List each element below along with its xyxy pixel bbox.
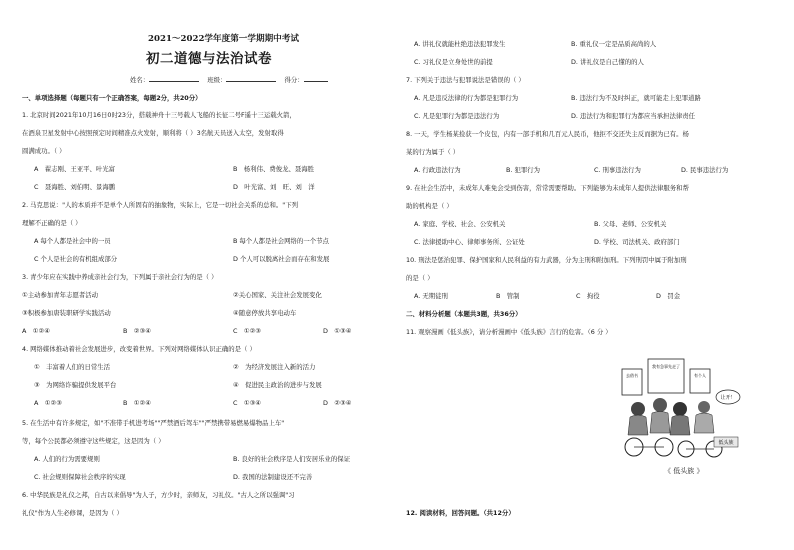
q4-statement-3: ③ 为网络诈骗提供发展平台 (34, 381, 117, 389)
q9-option-b[interactable]: B. 父母、老师、公安机关 (594, 220, 667, 228)
q8-option-b[interactable]: B. 犯罪行为 (506, 166, 541, 174)
q7-option-b[interactable]: B. 违法行为不及时纠正，就可能走上犯罪道路 (571, 94, 701, 102)
q2-line-2: 理解不正确的是（ ） (22, 219, 82, 227)
q6-line-2: 礼仪"作为人生必修课，是因为（ ） (22, 509, 123, 517)
q9-option-a[interactable]: A. 家庭、学校、社会、公安机关 (414, 220, 506, 228)
q7-option-a[interactable]: A. 凡是违反法律的行为都是犯罪行为 (414, 94, 519, 102)
q7-option-c[interactable]: C. 凡是犯罪行为都是违法行为 (414, 112, 500, 120)
class-label: 班级： (207, 76, 227, 84)
q1-option-b[interactable]: B 杨利伟、费俊龙、聂海胜 (233, 165, 315, 173)
cartoon-body-1 (628, 415, 648, 435)
cartoon-head-4 (698, 401, 710, 413)
q3-line-1: 3. 青少年应在实践中养成亲社会行为，下列属于亲社会行为的是（ ） (22, 273, 218, 281)
class-blank[interactable] (226, 76, 276, 82)
q8-line-2: 某的行为属于（ ） (406, 148, 460, 156)
q9-option-c[interactable]: C. 法律援助中心、律师事务所、公证处 (414, 238, 525, 246)
student-info-row (130, 76, 328, 84)
q3-statement-4: ④随意停放共享电动车 (233, 309, 297, 317)
q4-option-d[interactable]: D ②③④ (323, 399, 352, 407)
q11-prompt: 11. 观察漫画《低头族》，请分析漫画中《低头族》言行的危害。（6 分 ） (406, 328, 612, 336)
low-head-cartoon-image (616, 355, 742, 465)
cartoon-head-3 (673, 402, 687, 416)
q4-line-1: 4. 网络媒体推动着社会发展进步，改变着世界。下列对网络媒体认识正确的是（ ） (22, 345, 256, 353)
q2-option-d[interactable]: D 个人可以脱离社会而存在和发展 (233, 255, 330, 263)
cartoon-text-5: 低头族 (718, 440, 734, 446)
q3-statement-2: ②关心国家、关注社会发展变化 (233, 291, 322, 299)
q4-option-c[interactable]: C ①③④ (233, 399, 262, 407)
cartoon-head-2 (653, 398, 667, 412)
cartoon-caption: 《 低头族 》 (664, 467, 704, 475)
q9-line-1: 9. 在社会生活中，未成年人难免会受到伤害，常常需要帮助。下列能够为未成年人提供法律服务和帮 (406, 184, 689, 192)
q8-option-d[interactable]: D. 民事违法行为 (681, 166, 729, 174)
q3-statement-3: ③积极参加唐装职研学实践活动 (22, 309, 111, 317)
cartoon-head-1 (631, 402, 645, 416)
q4-option-a[interactable]: A ①②③ (34, 399, 62, 407)
q5-option-b[interactable]: B. 良好的社会秩序是人们安居乐业的保证 (233, 455, 351, 463)
score-label: 得分： (284, 76, 304, 84)
cartoon-text-1: 去借书 (626, 373, 638, 378)
q6-line-1: 6. 中华民族是礼仪之邦，自古以来倡导"为人子，方少时，亲师友，习礼仪。"古人之所以强调"习 (22, 491, 295, 499)
q5-option-d[interactable]: D. 我国的法制建设还不完善 (233, 473, 313, 481)
cartoon-text-4: 让开！ (720, 395, 736, 401)
q9-line-2: 助的机构是（ ） (406, 202, 453, 210)
exam-title: 2021～2022学年度第一学期期中考试 (148, 34, 299, 44)
exam-subtitle: 初二道德与法治试卷 (146, 51, 272, 67)
cartoon-text-2: 我有急事先走了 (652, 364, 680, 369)
q8-option-c[interactable]: C. 刑事违法行为 (594, 166, 641, 174)
q4-statement-1: ① 丰富着人们的日常生活 (34, 363, 111, 371)
section-heading-2: 二、材料分析题（本题共3题，共36分） (406, 310, 522, 318)
q9-option-d[interactable]: D. 学校、司法机关、政府部门 (594, 238, 680, 246)
q3-statement-1: ①主动参加青年志愿者活动 (22, 291, 99, 299)
q4-statement-4: ④ 促进民主政治的进步与发展 (233, 381, 322, 389)
q7-line-1: 7. 下列关于违法与犯罪说法是错误的（ ） (406, 76, 525, 84)
q5-option-c[interactable]: C. 社会规则保障社会秩序的实现 (34, 473, 126, 481)
cartoon-body-3 (670, 415, 690, 435)
q1-line-3: 圆满成功。（ ） (22, 147, 66, 155)
q1-option-d[interactable]: D 叶光富、刘 旺、刘 洋 (233, 183, 315, 191)
q2-line-1: 2. 马克思说："人的本质并不是单个人所固有的抽象物，实际上，它是一切社会关系的总和。"下列 (22, 201, 299, 209)
q1-option-a[interactable]: A 翟志刚、王亚平、叶光富 (34, 165, 116, 173)
score-blank[interactable] (304, 76, 328, 82)
q10-line-1: 10. 刑法是惩治犯罪、保护国家和人民利益的有力武器，分为主刑和附加刑。下列刑罚中属于附加刑 (406, 256, 687, 264)
q1-line-1: 1. 北京时间2021年10月16日0时23分，搭载神舟十三号载人飞船的长征二号F遥十三运载火箭， (22, 111, 296, 119)
name-label: 姓名： (130, 76, 150, 84)
q6-option-c[interactable]: C. 习礼仪是立身处世的前提 (414, 58, 493, 66)
q5-line-2: 等，每个公民都必须遵守这些规定，这是因为（ ） (22, 437, 165, 445)
q8-line-1: 8. 一天，学生杨某捡获一个皮包，内有一部手机和几百元人民币，他拒不交还失主反而据为已有。杨 (406, 130, 689, 138)
q1-line-2: 在酒泉卫星发射中心按照预定时间精准点火发射，顺利将（ ）3名航天员送入太空，发射取得 (22, 129, 284, 137)
q10-option-a[interactable]: A. 无期徒刑 (414, 292, 448, 300)
q6-option-b[interactable]: B. 重礼仪一定是品质高尚的人 (571, 40, 657, 48)
q3-option-a[interactable]: A ①②④ (22, 327, 50, 335)
q7-option-d[interactable]: D. 违法行为和犯罪行为都应当承担法律责任 (571, 112, 696, 120)
q4-statement-2: ② 为经济发展注入新的活力 (233, 363, 316, 371)
q3-option-d[interactable]: D ①③④ (323, 327, 352, 335)
q2-option-c[interactable]: C 个人是社会的有机组成部分 (34, 255, 118, 263)
cartoon-text-3: 有个人 (694, 373, 706, 378)
name-blank[interactable] (149, 76, 199, 82)
q2-option-b[interactable]: B 每个人都是社会网络的一个节点 (233, 237, 329, 245)
q1-option-c[interactable]: C 聂海胜、刘伯明、景海鹏 (34, 183, 116, 191)
q8-option-a[interactable]: A. 行政违法行为 (414, 166, 461, 174)
q3-option-b[interactable]: B ②③④ (123, 327, 151, 335)
cartoon-body-4 (694, 413, 714, 433)
q10-line-2: 的是（ ） (406, 274, 434, 282)
q3-option-c[interactable]: C ①②③ (233, 327, 262, 335)
q5-option-a[interactable]: A. 人们的行为需要规则 (34, 455, 100, 463)
section-heading-1: 一、单项选择题（每题只有一个正确答案，每题2分，共20分） (22, 94, 202, 102)
q2-option-a[interactable]: A 每个人都是社会中的一员 (34, 237, 111, 245)
q4-option-b[interactable]: B ①②④ (123, 399, 151, 407)
q6-option-d[interactable]: D. 讲礼仪是自己懂的的人 (571, 58, 644, 66)
q5-line-1: 5. 在生活中有许多规定，如"不准带手机进考场""严禁酒后驾车""严禁携带易燃易爆物品上车" (22, 419, 285, 427)
q10-option-c[interactable]: C 拘役 (576, 292, 600, 300)
q10-option-b[interactable]: B 管制 (496, 292, 520, 300)
q10-option-d[interactable]: D 罚金 (656, 292, 681, 300)
cartoon-body-2 (650, 412, 670, 434)
q6-option-a[interactable]: A. 讲礼仪就能杜绝违法犯罪发生 (414, 40, 506, 48)
q12-prompt: 12. 阅读材料，回答问题。（共12分） (406, 509, 515, 517)
